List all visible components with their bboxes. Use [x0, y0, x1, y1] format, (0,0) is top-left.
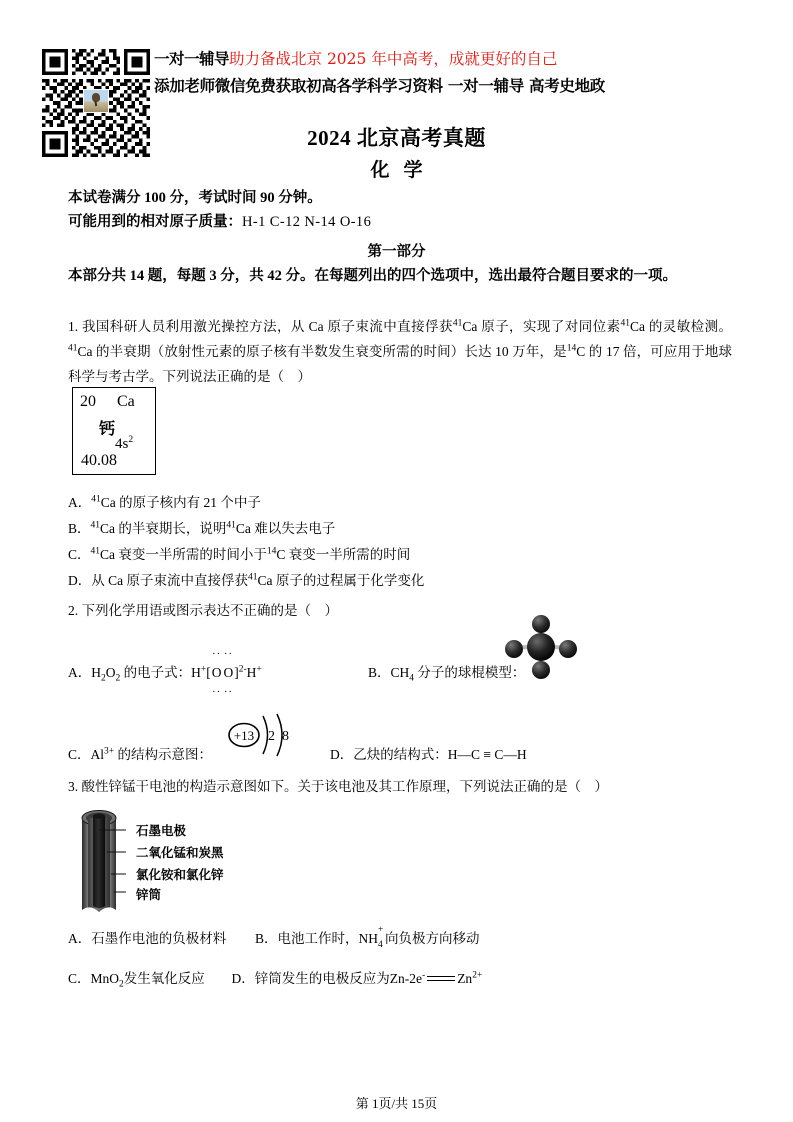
q1-text-1: 我国科研人员利用激光操控方法，从 Ca 原子束流中直接俘获 [81, 319, 453, 334]
q2-option-c-content [68, 747, 212, 762]
element-atomic-number: 20 [80, 393, 96, 410]
q2-al-charge: 3+ [104, 746, 115, 757]
q1-option-a-text: Ca 的原子核内有 21 个中子 [100, 495, 261, 510]
lewis-h-right: H [246, 665, 257, 680]
page-title: 2024 北京高考真题 [307, 126, 486, 150]
lewis-structure [191, 648, 262, 698]
q3-zn-reaction-left: 锌筒发生的电极反应为Zn-2e [254, 971, 423, 986]
question-1-options [68, 490, 732, 594]
q2-al-symbol: Al [90, 747, 105, 762]
zinc-carbon-battery-diagram [74, 806, 314, 918]
q2-o-symbol: O [105, 665, 116, 680]
q1-sup-1: 41 [452, 318, 463, 329]
question-3-stem [68, 774, 732, 799]
q1-option-b-label: B． [68, 521, 91, 536]
q3-option-d-label: D． [231, 971, 255, 986]
battery-label-graphite-electrode: 石墨电极 [136, 824, 187, 838]
svg-text:8: 8 [282, 729, 289, 744]
q3-number: 3. [68, 779, 79, 794]
q3-option-a[interactable] [68, 931, 226, 946]
q2-number: 2. [68, 603, 79, 618]
q1-sup-4: 14 [566, 343, 577, 354]
q2-h-symbol: H [91, 665, 101, 680]
lewis-o1-symbol: O [211, 665, 222, 680]
q1-text-3: Ca 的灵敏检测。 [630, 319, 733, 334]
page-footer: 第 1页/共 15页 [355, 1096, 438, 1111]
q1-sup-2: 41 [620, 318, 631, 329]
battery-label-zinc-can: 锌筒 [136, 888, 162, 902]
promo-line-2: 添加老师微信免费获取初高各学科学习资料 一对一辅导 高考史地政 [154, 76, 605, 95]
q2-ch4-formula: CH [390, 665, 410, 680]
q3-option-b[interactable]: B．电池工作时，NH 4 + 向负极方向移动 [255, 924, 480, 950]
question-3-options-cd [68, 966, 648, 991]
lewis-o2-symbol: O [223, 665, 234, 680]
q1-option-c-label: C． [68, 547, 91, 562]
q3-option-b-text2: 向负极方向移动 [385, 931, 480, 946]
lewis-h-left-charge: + [200, 664, 207, 675]
q1-option-b[interactable] [68, 516, 732, 541]
q2-option-c-label: C． [68, 747, 91, 762]
q1-text-2: Ca 原子，实现了对同位素 [462, 319, 621, 334]
part-instructions: 本部分共 14 题，每题 3 分，共 42 分。在每题列出的四个选项中，选出最符合题目要求的一项。 [68, 268, 677, 284]
lewis-oxygen-2 [222, 648, 234, 698]
q1-option-c-text2: C 衰变一半所需的时间 [276, 547, 411, 562]
exam-score-line: 本试卷满分 100 分，考试时间 90 分钟。 [68, 190, 322, 206]
promo-line-1 [154, 46, 754, 72]
promo-text-block [154, 46, 754, 100]
q1-number: 1. [68, 319, 79, 334]
q2-option-a[interactable] [68, 648, 368, 698]
atomic-mass-values: H-1 C-12 N-14 O-16 [242, 214, 372, 230]
q3-zn-reaction-right: Zn [457, 971, 473, 986]
lewis-o1-dots-bottom: ·· [211, 686, 222, 698]
q3-option-c-text2: 发生氧化反应 [123, 971, 205, 986]
q1-option-d-label: D． [68, 573, 92, 588]
reaction-equals-arrow-icon [427, 975, 455, 985]
element-chinese-name: 钙 [99, 421, 116, 438]
q2-option-a-content [68, 648, 262, 698]
q1-option-a[interactable] [68, 490, 732, 515]
lewis-o2-dots-top: ·· [223, 648, 234, 660]
lewis-bracket-open: [ [206, 665, 211, 680]
q1-option-c-sup: 41 [90, 546, 101, 557]
q1-option-b-sup: 41 [90, 520, 101, 531]
q3-option-c-label: C． [68, 971, 91, 986]
q3-option-d[interactable] [232, 971, 483, 986]
lewis-h-left: H [191, 665, 201, 680]
lewis-h-right-charge: + [256, 664, 262, 675]
battery-label-manganese-dioxide-carbon-black: 二氧化锰和炭黑 [136, 846, 224, 860]
atomic-mass-label: 可能用到的相对原子质量： [68, 214, 242, 230]
q1-option-a-sup: 41 [91, 494, 101, 505]
lewis-o1-dots-top: ·· [211, 648, 222, 660]
q2-option-d-label: D． [330, 747, 354, 762]
q3-nh4-text: 电池工作时，NH [277, 931, 379, 946]
q1-text-4: Ca 的半衰期（放射性元素的原子核有半数发生衰变所需的时间）长达 10 万年，是 [77, 344, 567, 359]
battery-label-ammonium-zinc-chloride: 氯化铵和氯化锌 [136, 868, 224, 882]
element-config-base: 4s [115, 436, 129, 452]
q2-option-b-desc: 分子的球棍模型： [414, 665, 526, 680]
q1-option-c-text: Ca 衰变一半所需的时间小于 [100, 547, 267, 562]
q1-option-d-sup2: 41 [248, 572, 258, 583]
q1-option-c-sup2: 14 [266, 546, 277, 557]
q3-option-a-text: 石墨作电池的负极材料 [91, 931, 227, 946]
q3-electron-charge: - [422, 970, 426, 981]
subject-title: 化学 [370, 160, 437, 181]
q3-text: 酸性锌锰干电池的构造示意图如下。关于该电池及其工作原理，下列说法正确的是（ ） [81, 779, 608, 794]
q1-option-b-sup2: 41 [226, 520, 236, 531]
q1-option-d-text: 从 Ca 原子束流中直接俘获 [91, 573, 248, 588]
q1-option-a-label: A． [68, 495, 92, 510]
q1-option-c[interactable] [68, 542, 732, 567]
q1-text-5: C 的 17 倍，可应用于地球科学与考古学。下列说法正确的是（ ） [68, 344, 732, 384]
aluminium-ion-shell-diagram-icon [222, 712, 318, 758]
promo-brand: 一对一辅导 [154, 49, 230, 68]
q2-h-sub: 2 [101, 673, 106, 684]
qr-center-photo [83, 89, 109, 113]
q3-zn-ion-charge: 2+ [472, 970, 483, 981]
promo-slogan: 助力备战北京 2025 年中高考，成就更好的自己 [229, 50, 558, 68]
exam-atomic-mass-line [68, 210, 728, 234]
element-atomic-mass: 40.08 [81, 452, 117, 469]
element-electron-config [115, 436, 133, 453]
q2-text: 下列化学用语或图示表达不正确的是（ ） [81, 603, 338, 618]
svg-text:+13: +13 [233, 728, 255, 743]
q2-option-b-label: B． [368, 665, 391, 680]
q3-mno2-sub: 2 [119, 979, 124, 990]
q1-sup-3: 41 [68, 343, 78, 354]
q2-ch4-sub: 4 [409, 673, 415, 684]
q3-mno2-formula: MnO [90, 971, 120, 986]
element-symbol: Ca [117, 393, 135, 410]
q1-option-d[interactable] [68, 568, 732, 593]
element-config-sup: 2 [128, 435, 134, 445]
question-2-stem [68, 598, 732, 623]
periodic-element-box-calcium [72, 387, 156, 475]
q2-option-d[interactable] [330, 742, 670, 767]
q2-o-sub: 2 [115, 673, 121, 684]
methane-ball-and-stick-model-icon [498, 612, 584, 680]
svg-text:2: 2 [268, 729, 275, 744]
q2-option-d-text: 乙炔的结构式：H—C ≡ C—H [353, 747, 527, 762]
q1-option-d-text2: Ca 原子的过程属于化学变化 [257, 573, 425, 588]
q1-option-b-text2: Ca 难以失去电子 [235, 521, 336, 536]
lewis-bracket-close: ] [234, 665, 239, 680]
q3-option-a-label: A． [68, 931, 92, 946]
q2-option-a-desc: 的电子式： [120, 665, 192, 680]
q3-option-b-label: B． [255, 931, 278, 946]
question-1-stem [68, 314, 732, 389]
lewis-charge: 2- [238, 664, 247, 675]
part-heading: 第一部分 [367, 244, 426, 260]
q3-option-c[interactable] [68, 971, 205, 990]
lewis-o2-dots-bottom: ·· [223, 686, 234, 698]
q1-option-b-text: Ca 的半衰期长，说明 [100, 521, 227, 536]
q2-option-d-content [330, 747, 527, 762]
q2-option-c-desc: 的结构示意图： [114, 747, 212, 762]
lewis-oxygen-1 [211, 648, 223, 698]
question-3-options-ab [68, 926, 628, 951]
exam-info-block [68, 186, 728, 234]
q2-option-a-label: A． [68, 665, 92, 680]
